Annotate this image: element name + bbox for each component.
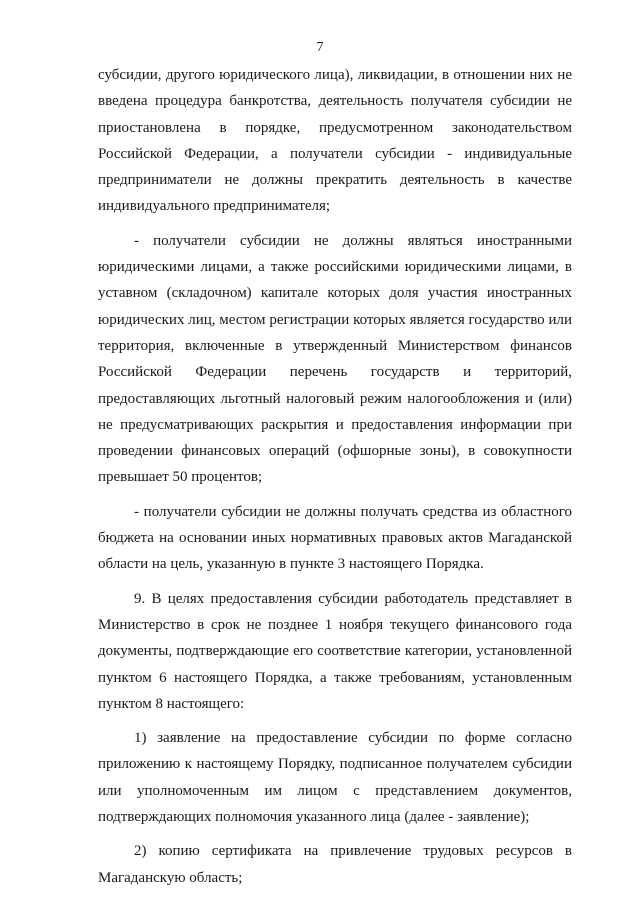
- text-line: введена процедура банкротства, деятельность получателя субсидии не: [98, 93, 572, 110]
- paragraph: [98, 838, 572, 891]
- text-line: бюджета на основании иных нормативных правовых актов Магаданской: [98, 530, 572, 547]
- text-line: субсидии, другого юридического лица), ликвидации, в отношении них не: [98, 67, 572, 83]
- paragraph: [98, 62, 572, 220]
- document-body: [98, 62, 572, 891]
- text-line: Магаданскую область;: [98, 869, 243, 886]
- text-line: или уполномоченным им лицом с представлением документов,: [98, 782, 572, 799]
- text-line: Российской Федерации, а получатели субсидии - индивидуальные: [98, 145, 572, 162]
- paragraph: [98, 499, 572, 578]
- text-line: юридическими лицами, а также российскими юридическими лицами, в: [98, 259, 572, 276]
- text-line: пунктом 8 настоящего:: [98, 695, 245, 712]
- text-line: индивидуального предпринимателя;: [98, 198, 331, 215]
- paragraph: [98, 586, 572, 717]
- text-line: не предусматривающих раскрытия и предоставления информации при: [98, 416, 572, 433]
- text-line: территория, включенные в утвержденный Министерством финансов: [98, 337, 572, 354]
- text-line: 2) копию сертификата на привлечение трудовых ресурсов в: [134, 843, 572, 860]
- text-line: предприниматели не должны прекратить деятельность в качестве: [98, 172, 572, 189]
- text-line: превышает 50 процентов;: [98, 469, 263, 486]
- text-line: приостановлена в порядке, предусмотренном законодательством: [98, 119, 572, 136]
- text-line: Российской Федерации перечень государств и территорий,: [98, 364, 572, 381]
- text-line: - получатели субсидии не должны являться иностранными: [134, 232, 572, 249]
- text-line: Министерство в срок не позднее 1 ноября текущего финансового года: [98, 616, 572, 633]
- paragraph: [98, 725, 572, 830]
- text-line: пунктом 6 настоящего Порядка, а также требованиям, установленным: [98, 669, 572, 686]
- text-line: документы, подтверждающие его соответствие категории, установленной: [98, 643, 572, 660]
- text-line: 9. В целях предоставления субсидии работодатель представляет в: [134, 590, 572, 607]
- text-line: - получатели субсидии не должны получать средства из областного: [134, 503, 572, 520]
- text-line: проведении финансовых операций (офшорные зоны), в совокупности: [98, 443, 572, 460]
- page-number: 7: [316, 40, 324, 55]
- text-line: юридических лиц, местом регистрации которых является государство или: [98, 311, 572, 328]
- text-line: уставном (складочном) капитале которых доля участия иностранных: [98, 285, 572, 302]
- paragraph: [98, 228, 572, 491]
- text-line: области на цель, указанную в пункте 3 настоящего Порядка.: [98, 556, 484, 573]
- text-line: 1) заявление на предоставление субсидии по форме согласно: [134, 730, 572, 747]
- text-line: подтверждающих полномочия указанного лица (далее - заявление);: [98, 809, 530, 826]
- text-line: приложению к настоящему Порядку, подписанное получателем субсидии: [98, 756, 572, 773]
- text-line: предоставляющих льготный налоговый режим налогообложения и (или): [98, 390, 572, 407]
